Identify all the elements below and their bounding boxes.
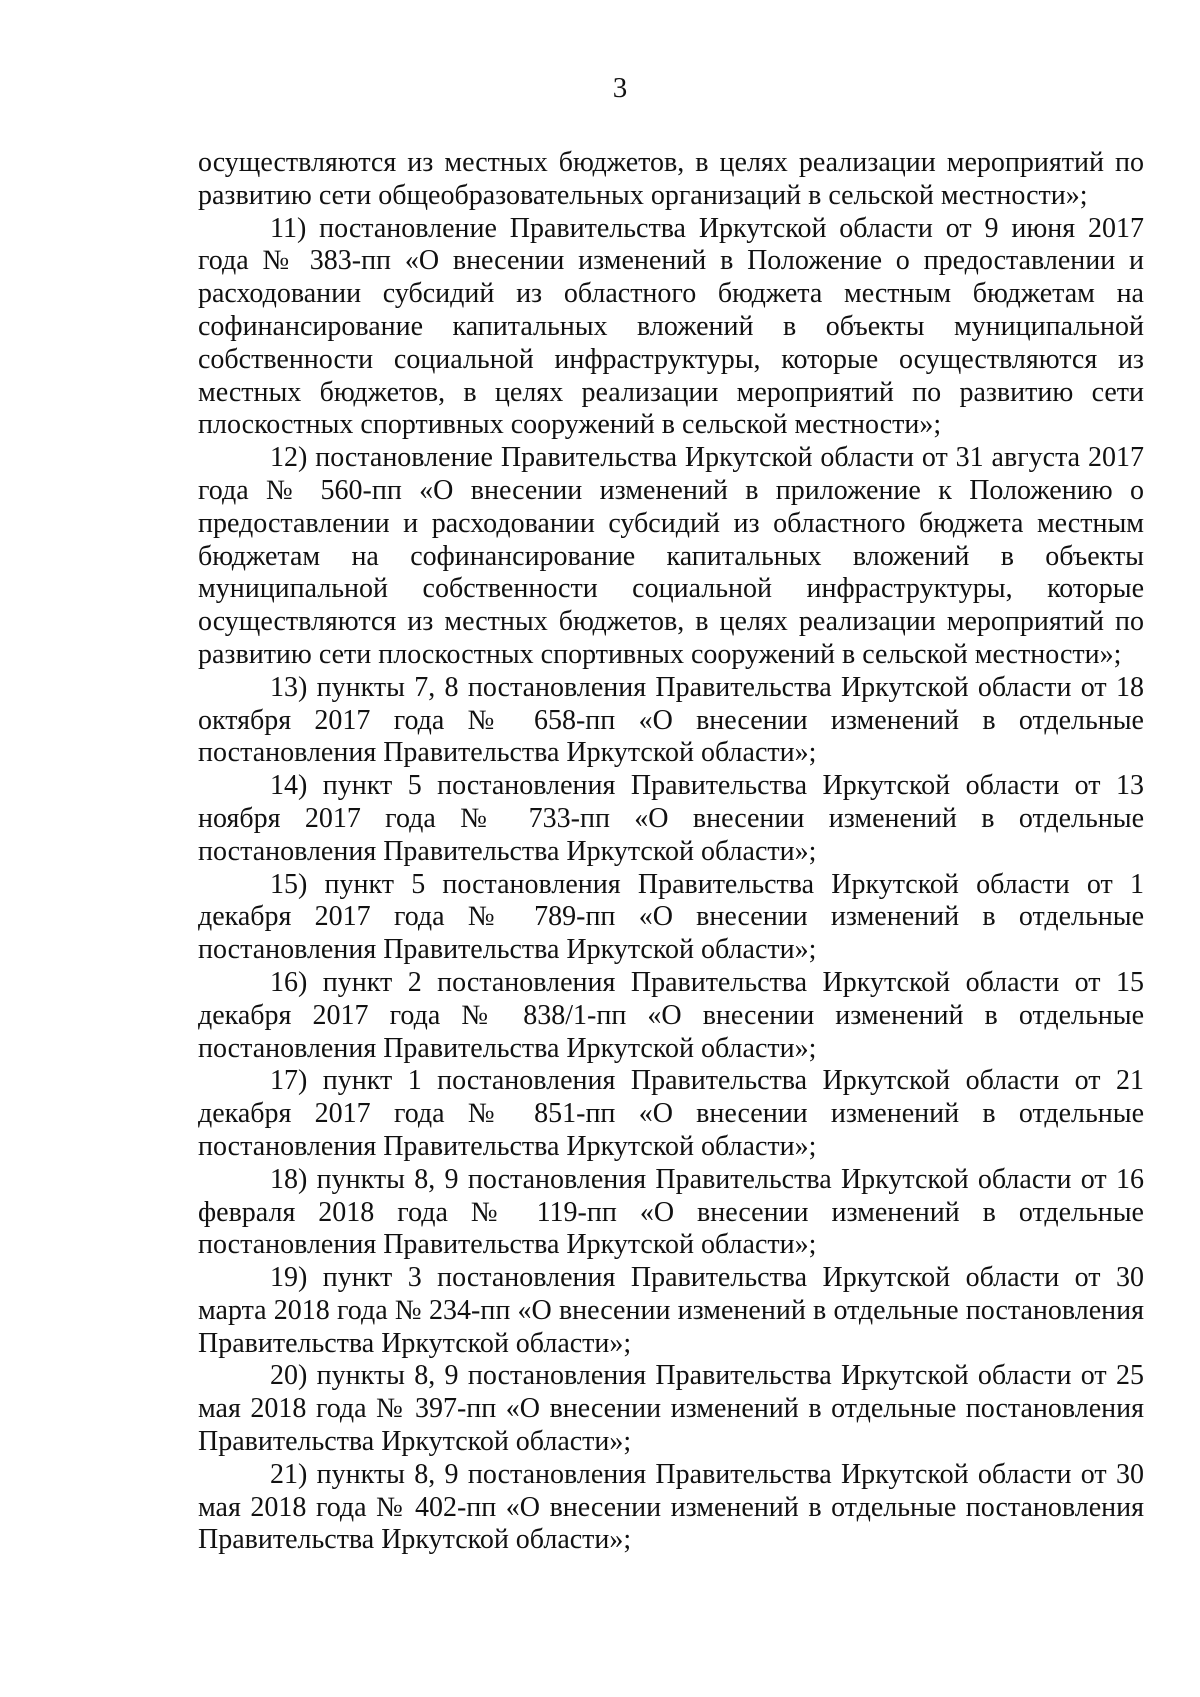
list-item-17: 17) пункт 1 постановления Правительства Иркутской области от 21 декабря 2017 года № 851-пп «О внесении изменений в отдельные постановления Правительства Иркутской области»; (198, 1065, 1144, 1162)
document-body (198, 147, 1144, 1557)
list-item-12: 12) постановление Правительства Иркутской области от 31 августа 2017 года № 560-пп «О внесении изменений в приложение к Положению о предоставлении и расходовании субсидий из областного бюджета местным бюджетам на софинансирование капитальных вложений в объекты муниципальной собственности социальной инфраструктуры, которые осуществляются из местных бюджетов, в целях реализации мероприятий по развитию сети плоскостных спортивных сооружений в сельской местности»; (198, 442, 1144, 670)
list-item-19: 19) пункт 3 постановления Правительства Иркутской области от 30 марта 2018 года № 234-пп «О внесении изменений в отдельные постановления Правительства Иркутской области»; (198, 1262, 1144, 1359)
list-item-13: 13) пункты 7, 8 постановления Правительства Иркутской области от 18 октября 2017 года № 658-пп «О внесении изменений в отдельные постановления Правительства Иркутской области»; (198, 671, 1144, 769)
list-item-15: 15) пункт 5 постановления Правительства Иркутской области от 1 декабря 2017 года № 789-пп «О внесении изменений в отдельные постановления Правительства Иркутской области»; (198, 868, 1144, 966)
list-item-11: 11) постановление Правительства Иркутской области от 9 июня 2017 года № 383-пп «О внесении изменений в Положение о предоставлении и расходовании субсидий из областного бюджета местным бюджетам на софинансирование капитальных вложений в объекты муниципальной собственности социальной инфраструктуры, которые осуществляются из местных бюджетов, в целях реализации мероприятий по развитию сети плоскостных спортивных сооружений в сельской местности»; (198, 212, 1144, 441)
list-item-21: 21) пункты 8, 9 постановления Правительства Иркутской области от 30 мая 2018 года № 402-пп «О внесении изменений в отдельные постановления Правительства Иркутской области»; (198, 1458, 1144, 1556)
paragraph-continuation: осуществляются из местных бюджетов, в целях реализации мероприятий по развитию сети общеобразовательных организаций в сельской местности»; (198, 147, 1144, 211)
list-item-16: 16) пункт 2 постановления Правительства Иркутской области от 15 декабря 2017 года № 838/1-пп «О внесении изменений в отдельные постановления Правительства Иркутской области»; (198, 966, 1144, 1064)
page-number: 3 (612, 72, 628, 104)
list-item-18: 18) пункты 8, 9 постановления Правительства Иркутской области от 16 февраля 2018 года № 119-пп «О внесении изменений в отдельные постановления Правительства Иркутской области»; (198, 1163, 1144, 1261)
list-item-14: 14) пункт 5 постановления Правительства Иркутской области от 13 ноября 2017 года № 733-пп «О внесении изменений в отдельные постановления Правительства Иркутской области»; (198, 770, 1144, 867)
list-item-20: 20) пункты 8, 9 постановления Правительства Иркутской области от 25 мая 2018 года № 397-пп «О внесении изменений в отдельные постановления Правительства Иркутской области»; (198, 1360, 1144, 1458)
